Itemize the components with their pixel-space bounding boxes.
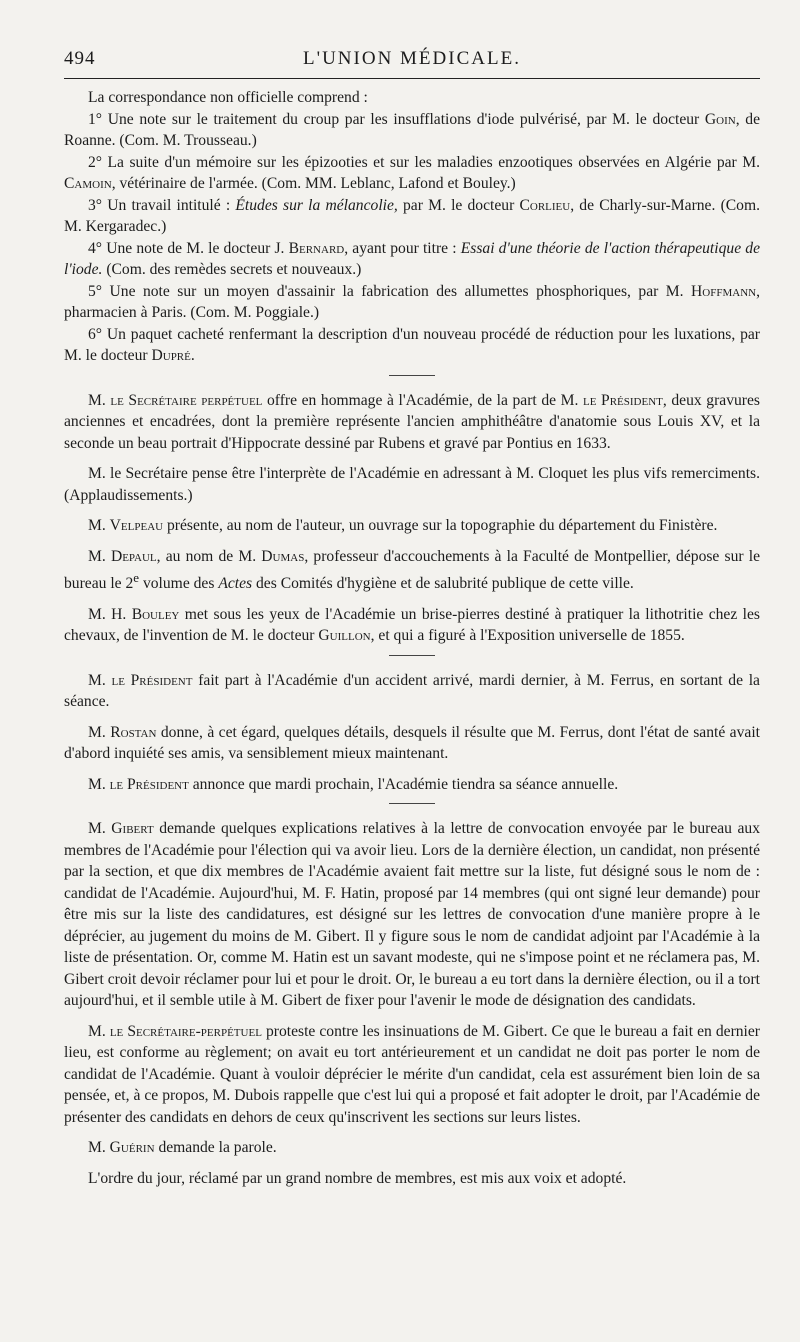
list-item: 1° Une note sur le traitement du croup par les insufflations d'iode pulvérisé, par M. le docteur Goin, de Roanne. (Com. M. Trousseau.)	[64, 110, 761, 149]
list-item: 5° Une note sur un moyen d'assainir la fabrication des allumettes phosphoriques, par M. Hoffmann, pharmacien à Paris. (Com. M. Poggiale.)	[64, 282, 760, 321]
paragraph-guerin: M. Guérin demande la parole.	[88, 1139, 277, 1157]
paragraph-remerciments: M. le Secrétaire pense être l'interprète de l'Académie en adressant à M. Cloquet les plus vifs remerciments. (Applaudissements.)	[64, 465, 760, 504]
paragraph-rostan: M. Rostan donne, à cet égard, quelques détails, desquels il résulte que M. Ferrus, dont l'état de santé avait d'abord inquiété ses amis, va sensiblement mieux maintenant.	[64, 723, 760, 763]
list-item: 3° Un travail intitulé : Études sur la mélancolie, par M. le docteur Corlieu, de Charly-sur-Marne. (Com. M. Kergaradec.)	[64, 196, 760, 235]
paragraph-velpeau: M. Velpeau présente, au nom de l'auteur, un ouvrage sur la topographie du département du Finistère.	[88, 517, 718, 534]
paragraph-president-seance: M. le Président annonce que mardi prochain, l'Académie tiendra sa séance annuelle.	[88, 775, 619, 793]
section-separator	[389, 803, 435, 804]
section-separator	[389, 375, 435, 376]
running-title: L'UNION MÉDICALE.	[303, 48, 521, 69]
header-rule	[64, 78, 760, 79]
correspondance-intro: La correspondance non officielle comprend :	[88, 89, 368, 106]
paragraph-ordre-du-jour: L'ordre du jour, réclamé par un grand nombre de membres, est mis aux voix et adopté.	[88, 1169, 627, 1187]
list-item: 4° Une note de M. le docteur J. Bernard, ayant pour titre : Essai d'une théorie de l'action thérapeutique de l'iode. (Com. des remèdes secrets et nouveaux.)	[64, 239, 760, 278]
page-number: 494	[64, 48, 96, 69]
article-body	[64, 87, 760, 1189]
paragraph-secretaire-reponse: M. le Secrétaire-perpétuel proteste contre les insinuations de M. Gibert. Ce que le bureau a fait en dernier lieu, est conforme au règlement; on avait eu tort antérieurement et un candidat ne doit pas porter le nom de candidat de l'Académie. Quant à vouloir déprécier le mérite d'un candidat, cela est assurément bien loin de sa pensée, et, à ce propos, M. Dubois rappelle que c'est lui qui a proposé et fait adopter le droit, par l'Académie de présenter des candidats en dehors de ceux qu'inscrivent les sections sur leurs listes.	[64, 1022, 760, 1126]
list-item: 2° La suite d'un mémoire sur les épizooties et sur les maladies enzootiques observées en Algérie par M. Camoin, vétérinaire de l'armée. (Com. MM. Leblanc, Lafond et Bouley.)	[64, 153, 760, 192]
paragraph-president-accident: M. le Président fait part à l'Académie d'un accident arrivé, mardi dernier, à M. Ferrus, en sortant de la séance.	[64, 671, 760, 711]
paragraph-depaul: M. Depaul, au nom de M. Dumas, professeur d'accouchements à la Faculté de Montpellier, dépose sur le bureau le 2e volume des Actes des Comités d'hygiène et de salubrité publique de cette ville.	[64, 547, 760, 593]
paragraph-gibert: M. Gibert demande quelques explications relatives à la lettre de convocation envoyée par le bureau aux membres de l'Académie pour l'élection qui va avoir lieu. Lors de la dernière élection, un candidat, non présenté par la section, et que dix membres de l'Académie avaient fait mettre sur la liste, fut désigné sous le nom de : candidat de l'Académie. Aujourd'hui, M. F. Hatin, proposé par 14 membres (qui ont signé leur demande) pour être mis sur la liste des candidatures, est désigné sur les lettres de convocation d'une manière propre à le déprécier, au jugement du moins de M. Gibert. Il y figure sous le nom de candidat adjoint par l'Académie à la liste de présentation. Or, comme M. Hatin est un savant modeste, qui ne s'impose point et ne réclamera pas, M. Gibert croit devoir réclamer pour lui et pour le droit. Or, le bureau a eu tort dans la dernière élection, ou il a tort aujourd'hui, et il semble utile à M. Gibert de fixer pour l'avenir le mode de désignation des candidats.	[64, 820, 760, 1010]
page-header	[64, 44, 760, 72]
paragraph-bouley: M. H. Bouley met sous les yeux de l'Académie un brise-pierres destiné à pratiquer la lithotritie chez les chevaux, de l'invention de M. le docteur Guillon, et qui a figuré à l'Exposition universelle de 1855.	[64, 605, 760, 645]
section-separator	[389, 655, 435, 656]
list-item: 6° Un paquet cacheté renfermant la description d'un nouveau procédé de réduction pour les luxations, par M. le docteur Dupré.	[64, 325, 760, 364]
paragraph-hommage: M. le Secrétaire perpétuel offre en hommage à l'Académie, de la part de M. le Président, deux gravures anciennes et encadrées, dont la première représente l'ancien amphithéâtre d'anatomie sous Louis XV, et la seconde un beau portrait d'Hippocrate dessiné par Rubens et gravé par Pontius en 1633.	[64, 391, 760, 452]
